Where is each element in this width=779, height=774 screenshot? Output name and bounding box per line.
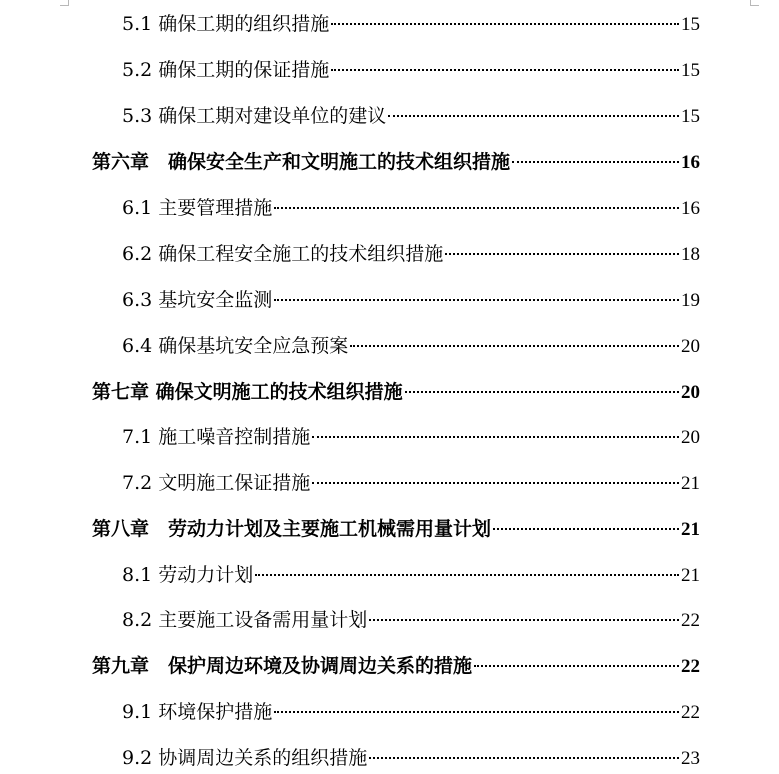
toc-chapter-title: 第七章 确保文明施工的技术组织措施: [92, 381, 403, 403]
toc-entry-page: 21: [681, 473, 700, 494]
toc-entry-title: 5.2 确保工期的保证措施: [122, 59, 330, 81]
toc-entry[interactable]: [122, 744, 700, 772]
toc-entry[interactable]: [122, 56, 700, 84]
toc-dot-leader: [312, 482, 679, 484]
toc-entry-page: 22: [681, 702, 700, 723]
toc-dot-leader: [493, 528, 679, 530]
toc-chapter-title: 第九章 保护周边环境及协调周边关系的措施: [92, 655, 473, 677]
toc-dot-leader: [350, 345, 679, 347]
toc-entry-title: 8.2 主要施工设备需用量计划: [122, 609, 368, 631]
toc-entry-title: 5.1 确保工期的组织措施: [122, 13, 330, 35]
toc-entry-title: 7.2 文明施工保证措施: [122, 472, 311, 494]
toc-dot-leader: [274, 299, 679, 301]
toc-dot-leader: [255, 574, 679, 576]
toc-entry-page: 15: [681, 60, 700, 81]
toc-entry-page: 22: [681, 610, 700, 631]
toc-dot-leader: [405, 391, 679, 393]
toc-entry-page: 21: [681, 565, 700, 586]
toc-entry[interactable]: [122, 606, 700, 634]
toc-chapter-title: 第六章 确保安全生产和文明施工的技术组织措施: [92, 151, 511, 173]
toc-entry[interactable]: [122, 698, 700, 726]
toc-chapter-title: 第八章 劳动力计划及主要施工机械需用量计划: [92, 518, 492, 540]
toc-chapter-entry[interactable]: [92, 515, 700, 543]
toc-chapter-entry[interactable]: [92, 378, 700, 406]
toc-entry[interactable]: [122, 10, 700, 38]
toc-dot-leader: [312, 436, 679, 438]
toc-entry-title: 8.1 劳动力计划: [122, 564, 254, 586]
toc-dot-leader: [331, 23, 679, 25]
toc-entry[interactable]: [122, 423, 700, 451]
toc-chapter-entry[interactable]: [92, 652, 700, 680]
toc-entry-title: 6.1 主要管理措施: [122, 197, 273, 219]
toc-entry-title: 6.3 基坑安全监测: [122, 289, 273, 311]
toc-entry-title: 5.3 确保工期对建设单位的建议: [122, 105, 387, 127]
toc-chapter-entry[interactable]: [92, 148, 700, 176]
toc-dot-leader: [274, 207, 679, 209]
toc-entry-page: 18: [681, 244, 700, 265]
toc-entry-page: 15: [681, 106, 700, 127]
toc-dot-leader: [474, 665, 679, 667]
toc-dot-leader: [331, 69, 679, 71]
toc-dot-leader: [445, 253, 679, 255]
toc-entry-page: 22: [681, 656, 700, 677]
toc-entry[interactable]: [122, 469, 700, 497]
toc-dot-leader: [388, 115, 679, 117]
toc-dot-leader: [369, 757, 679, 759]
toc-dot-leader: [369, 619, 679, 621]
toc-entry[interactable]: [122, 286, 700, 314]
toc-entry-page: 15: [681, 14, 700, 35]
toc-entry[interactable]: [122, 332, 700, 360]
toc-entry[interactable]: [122, 561, 700, 589]
toc-entry-page: 19: [681, 290, 700, 311]
toc-dot-leader: [274, 711, 679, 713]
toc-entry-page: 23: [681, 748, 700, 769]
toc-entry-page: 20: [681, 336, 700, 357]
page-corner-mark-left-h: [60, 5, 69, 6]
toc-entry[interactable]: [122, 240, 700, 268]
toc-entry[interactable]: [122, 102, 700, 130]
toc-entry-title: 9.1 环境保护措施: [122, 701, 273, 723]
toc-entry-page: 16: [681, 152, 700, 173]
toc-entry-title: 9.2 协调周边关系的组织措施: [122, 747, 368, 769]
toc-entry-title: 6.4 确保基坑安全应急预案: [122, 335, 349, 357]
page-corner-mark-right-h: [750, 5, 759, 6]
toc-entry-title: 7.1 施工噪音控制措施: [122, 426, 311, 448]
toc-entry-page: 21: [681, 519, 700, 540]
toc-entry-page: 20: [681, 427, 700, 448]
toc-entry[interactable]: [122, 194, 700, 222]
toc-entry-page: 16: [681, 198, 700, 219]
toc-entry-title: 6.2 确保工程安全施工的技术组织措施: [122, 243, 444, 265]
toc-entry-page: 20: [681, 382, 700, 403]
toc-dot-leader: [512, 161, 679, 163]
